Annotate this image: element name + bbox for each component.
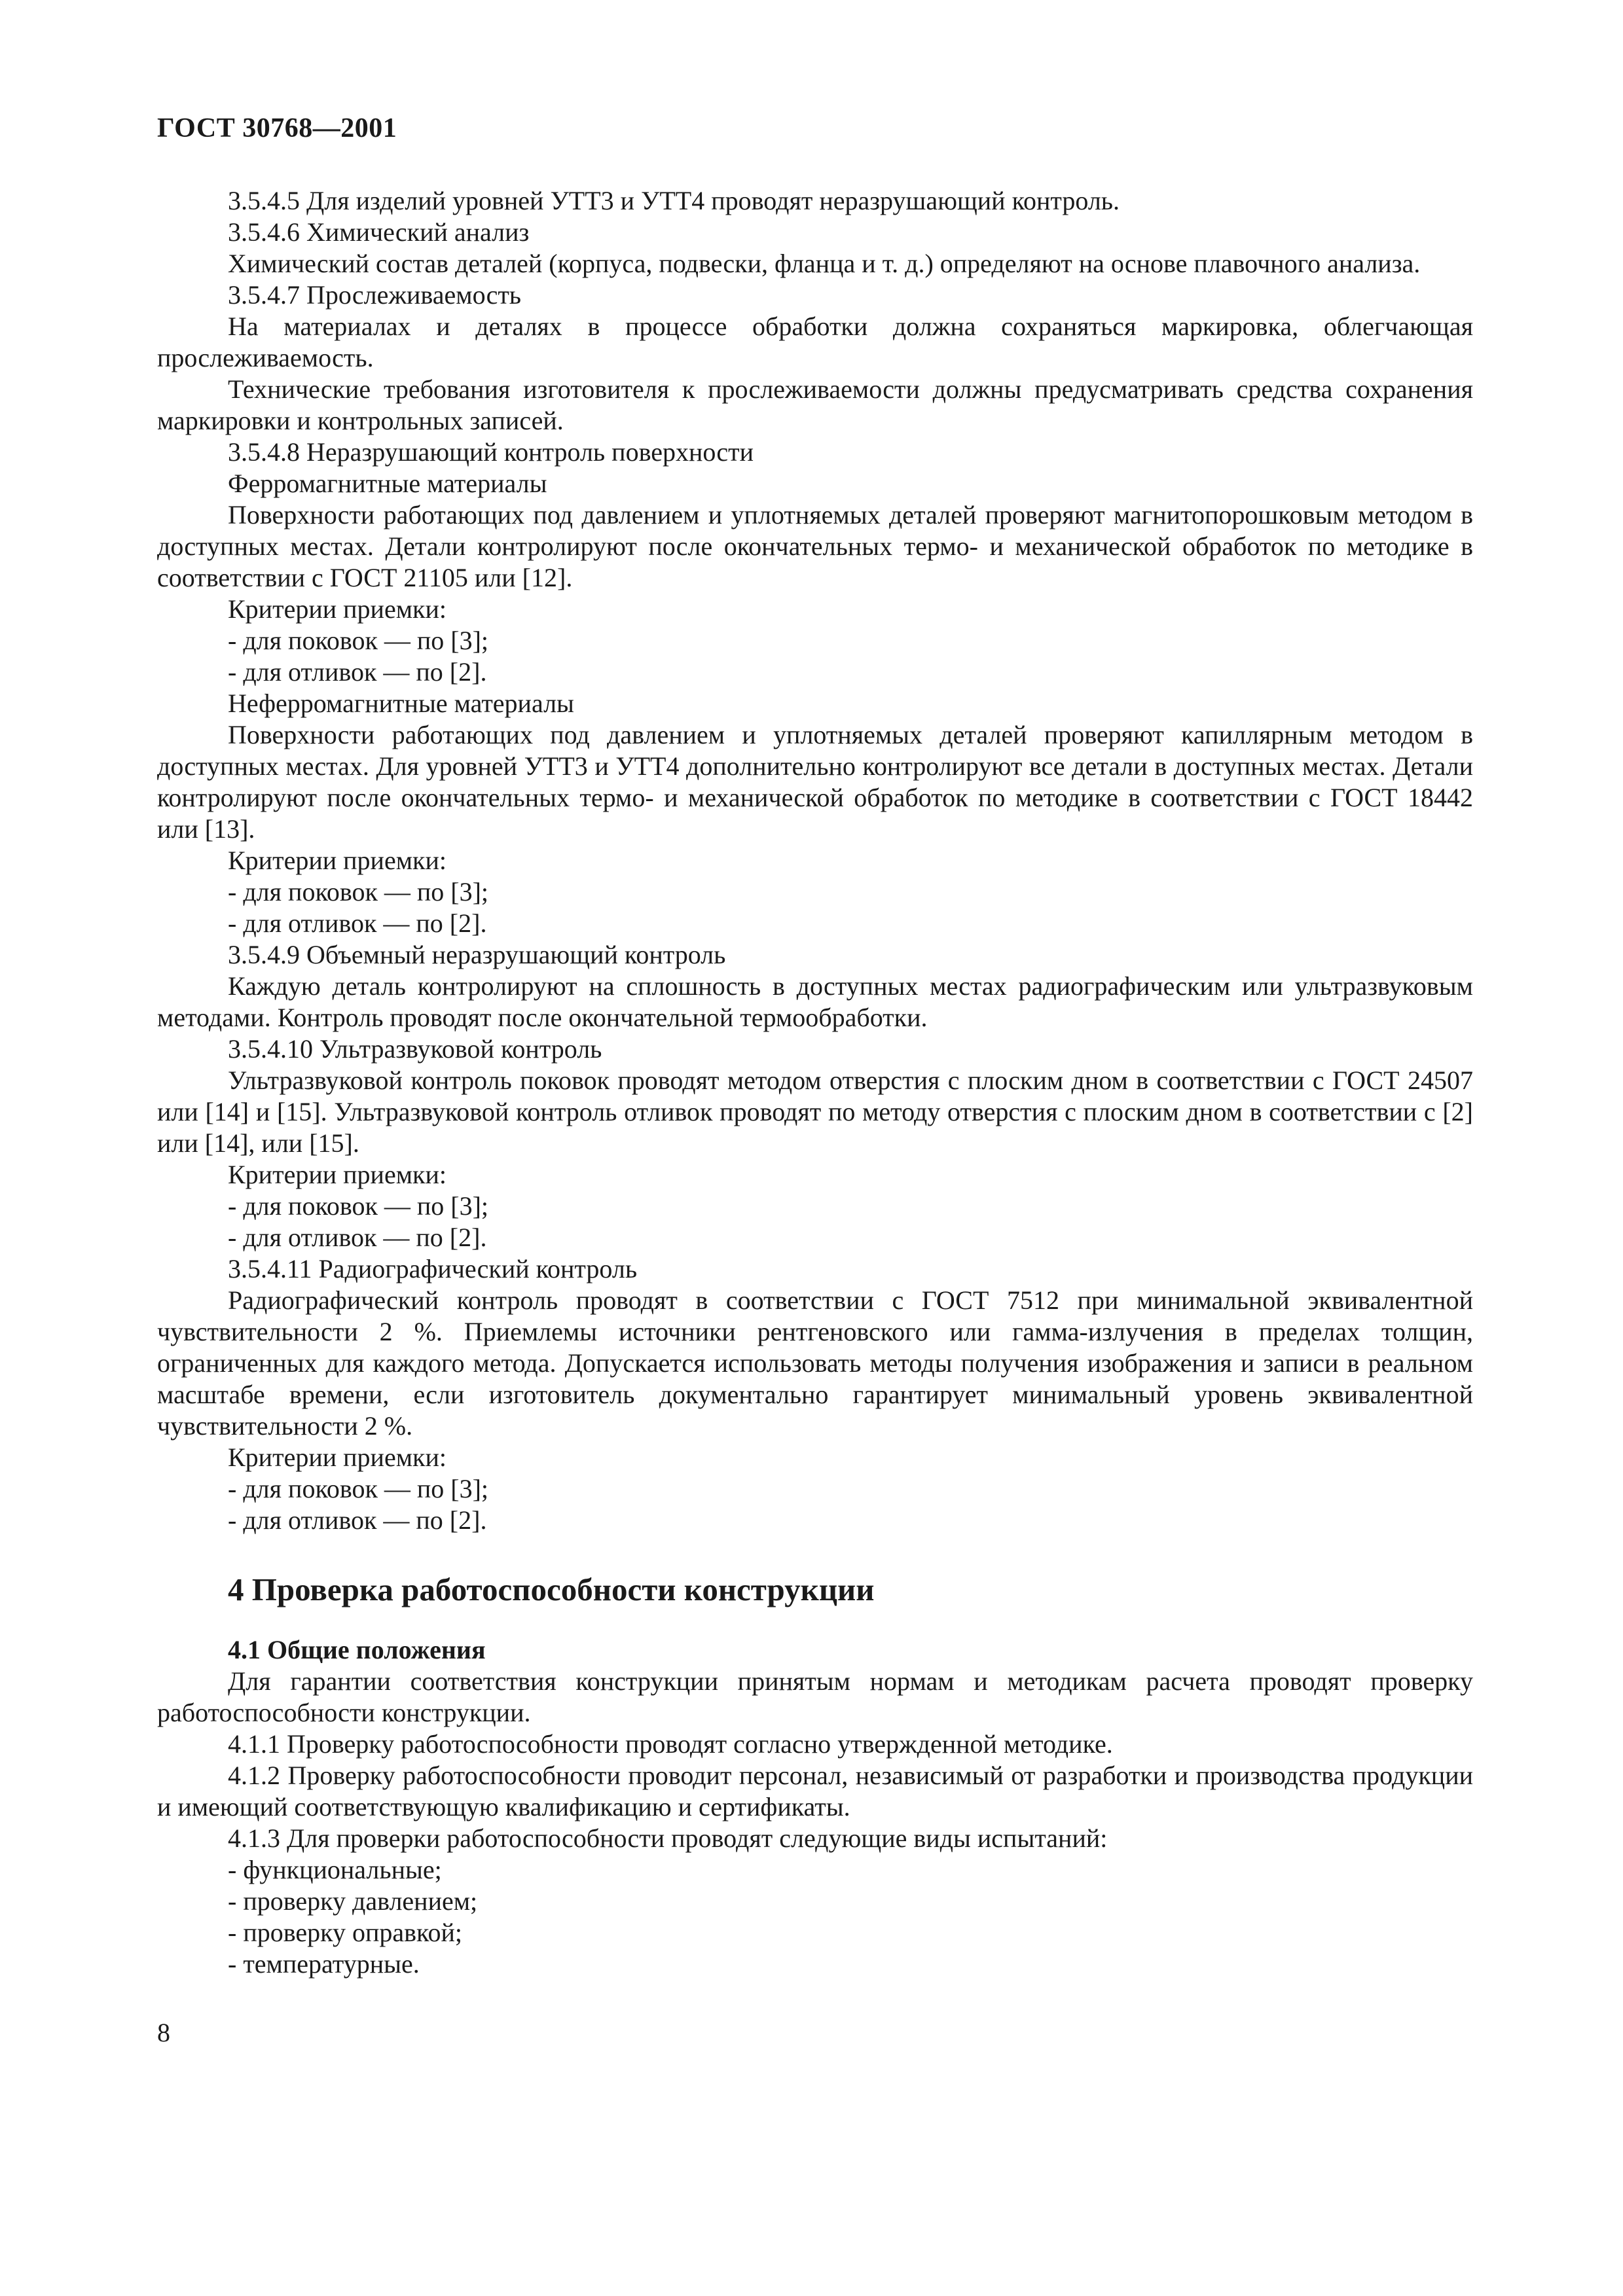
paragraph: 3.5.4.11 Радиографический контроль — [228, 1254, 638, 1283]
body-text — [157, 185, 1473, 1980]
list-item: - для отливок — по [2]. — [228, 1505, 487, 1535]
list-item: - для отливок — по [2]. — [228, 908, 487, 938]
list-item: - для поковок — по [3]; — [228, 877, 489, 906]
paragraph: 3.5.4.9 Объемный неразрушающий контроль — [228, 940, 726, 969]
paragraph: Для гарантии соответствия конструкции принятым нормам и методикам расчета проводят проверку работоспособности конструкции. — [157, 1666, 1473, 1727]
paragraph: Химический состав деталей (корпуса, подвески, фланца и т. д.) определяют на основе плавочного анализа. — [228, 249, 1421, 278]
paragraph: Критерии приемки: — [228, 1443, 447, 1472]
paragraph: Поверхности работающих под давлением и уплотняемых деталей проверяют магнитопорошковым методом в доступных местах. Детали контролируют после окончательных термо- и механической обработок по методике в соответствии с ГОСТ 21105 или [12]. — [157, 500, 1473, 592]
paragraph: 3.5.4.10 Ультразвуковой контроль — [228, 1034, 602, 1064]
paragraph: Поверхности работающих под давлением и уплотняемых деталей проверяют капиллярным методом в доступных местах. Для уровней УТТ3 и УТТ4 дополнительно контролируют все детали в доступных местах. Детали контролируют после окончательных термо- и механической обработок по методике в соответствии с ГОСТ 18442 или [13]. — [157, 720, 1473, 844]
running-header: ГОСТ 30768—2001 — [157, 113, 397, 143]
paragraph: 3.5.4.5 Для изделий уровней УТТ3 и УТТ4 проводят неразрушающий контроль. — [228, 186, 1120, 215]
list-item: - для поковок — по [3]; — [228, 626, 489, 655]
list-item: - температурные. — [228, 1949, 420, 1979]
paragraph: Ультразвуковой контроль поковок проводят методом отверстия с плоским дном в соответствии с ГОСТ 24507 или [14] и [15]. Ультразвуковой контроль отливок проводят по методу отверстия с плоским дном в соответствии с [2] или [14], или [15]. — [157, 1066, 1473, 1158]
paragraph: На материалах и деталях в процессе обработки должна сохраняться маркировка, облегчающая прослеживаемость. — [157, 312, 1473, 372]
paragraph: 3.5.4.8 Неразрушающий контроль поверхности — [228, 437, 754, 467]
paragraph: Неферромагнитные материалы — [228, 689, 574, 718]
list-item: - для отливок — по [2]. — [228, 1223, 487, 1252]
subsection-heading: 4.1 Общие положения — [228, 1635, 486, 1664]
paragraph: Радиографический контроль проводят в соответствии с ГОСТ 7512 при минимальной эквивалентной чувствительности 2 %. Приемлемы источники рентгеновского или гамма-излучения в пределах толщин, ограниченных для каждого метода. Допускается использовать методы получения изображения и записи в реальном масштабе времени, если изготовитель документально гарантирует минимальный уровень эквивалентной чувствительности 2 %. — [157, 1285, 1473, 1441]
paragraph: Критерии приемки: — [228, 594, 447, 624]
list-item: - для отливок — по [2]. — [228, 657, 487, 687]
section-heading: 4 Проверка работоспособности конструкции — [228, 1571, 875, 1607]
paragraph: 4.1.2 Проверку работоспособности проводит персонал, независимый от разработки и производства продукции и имеющий соответствующую квалификацию и сертификаты. — [157, 1761, 1473, 1821]
paragraph: 3.5.4.7 Прослеживаемость — [228, 280, 522, 310]
paragraph: Каждую деталь контролируют на сплошность в доступных местах радиографическим или ультразвуковым методами. Контроль проводят после окончательной термообработки. — [157, 971, 1473, 1032]
list-item: - для поковок — по [3]; — [228, 1191, 489, 1221]
paragraph: Технические требования изготовителя к прослеживаемости должны предусматривать средства сохранения маркировки и контрольных записей. — [157, 374, 1473, 435]
paragraph: Критерии приемки: — [228, 1160, 447, 1189]
paragraph: Ферромагнитные материалы — [228, 469, 547, 498]
list-item: - проверку давлением; — [228, 1886, 478, 1916]
page-number: 8 — [157, 2018, 170, 2047]
paragraph: Критерии приемки: — [228, 846, 447, 875]
list-item: - проверку оправкой; — [228, 1918, 462, 1947]
list-item: - функциональные; — [228, 1855, 442, 1884]
paragraph: 4.1.1 Проверку работоспособности проводят согласно утвержденной методике. — [228, 1729, 1113, 1759]
paragraph: 4.1.3 Для проверки работоспособности проводят следующие виды испытаний: — [228, 1823, 1108, 1853]
list-item: - для поковок — по [3]; — [228, 1474, 489, 1503]
paragraph: 3.5.4.6 Химический анализ — [228, 217, 530, 247]
